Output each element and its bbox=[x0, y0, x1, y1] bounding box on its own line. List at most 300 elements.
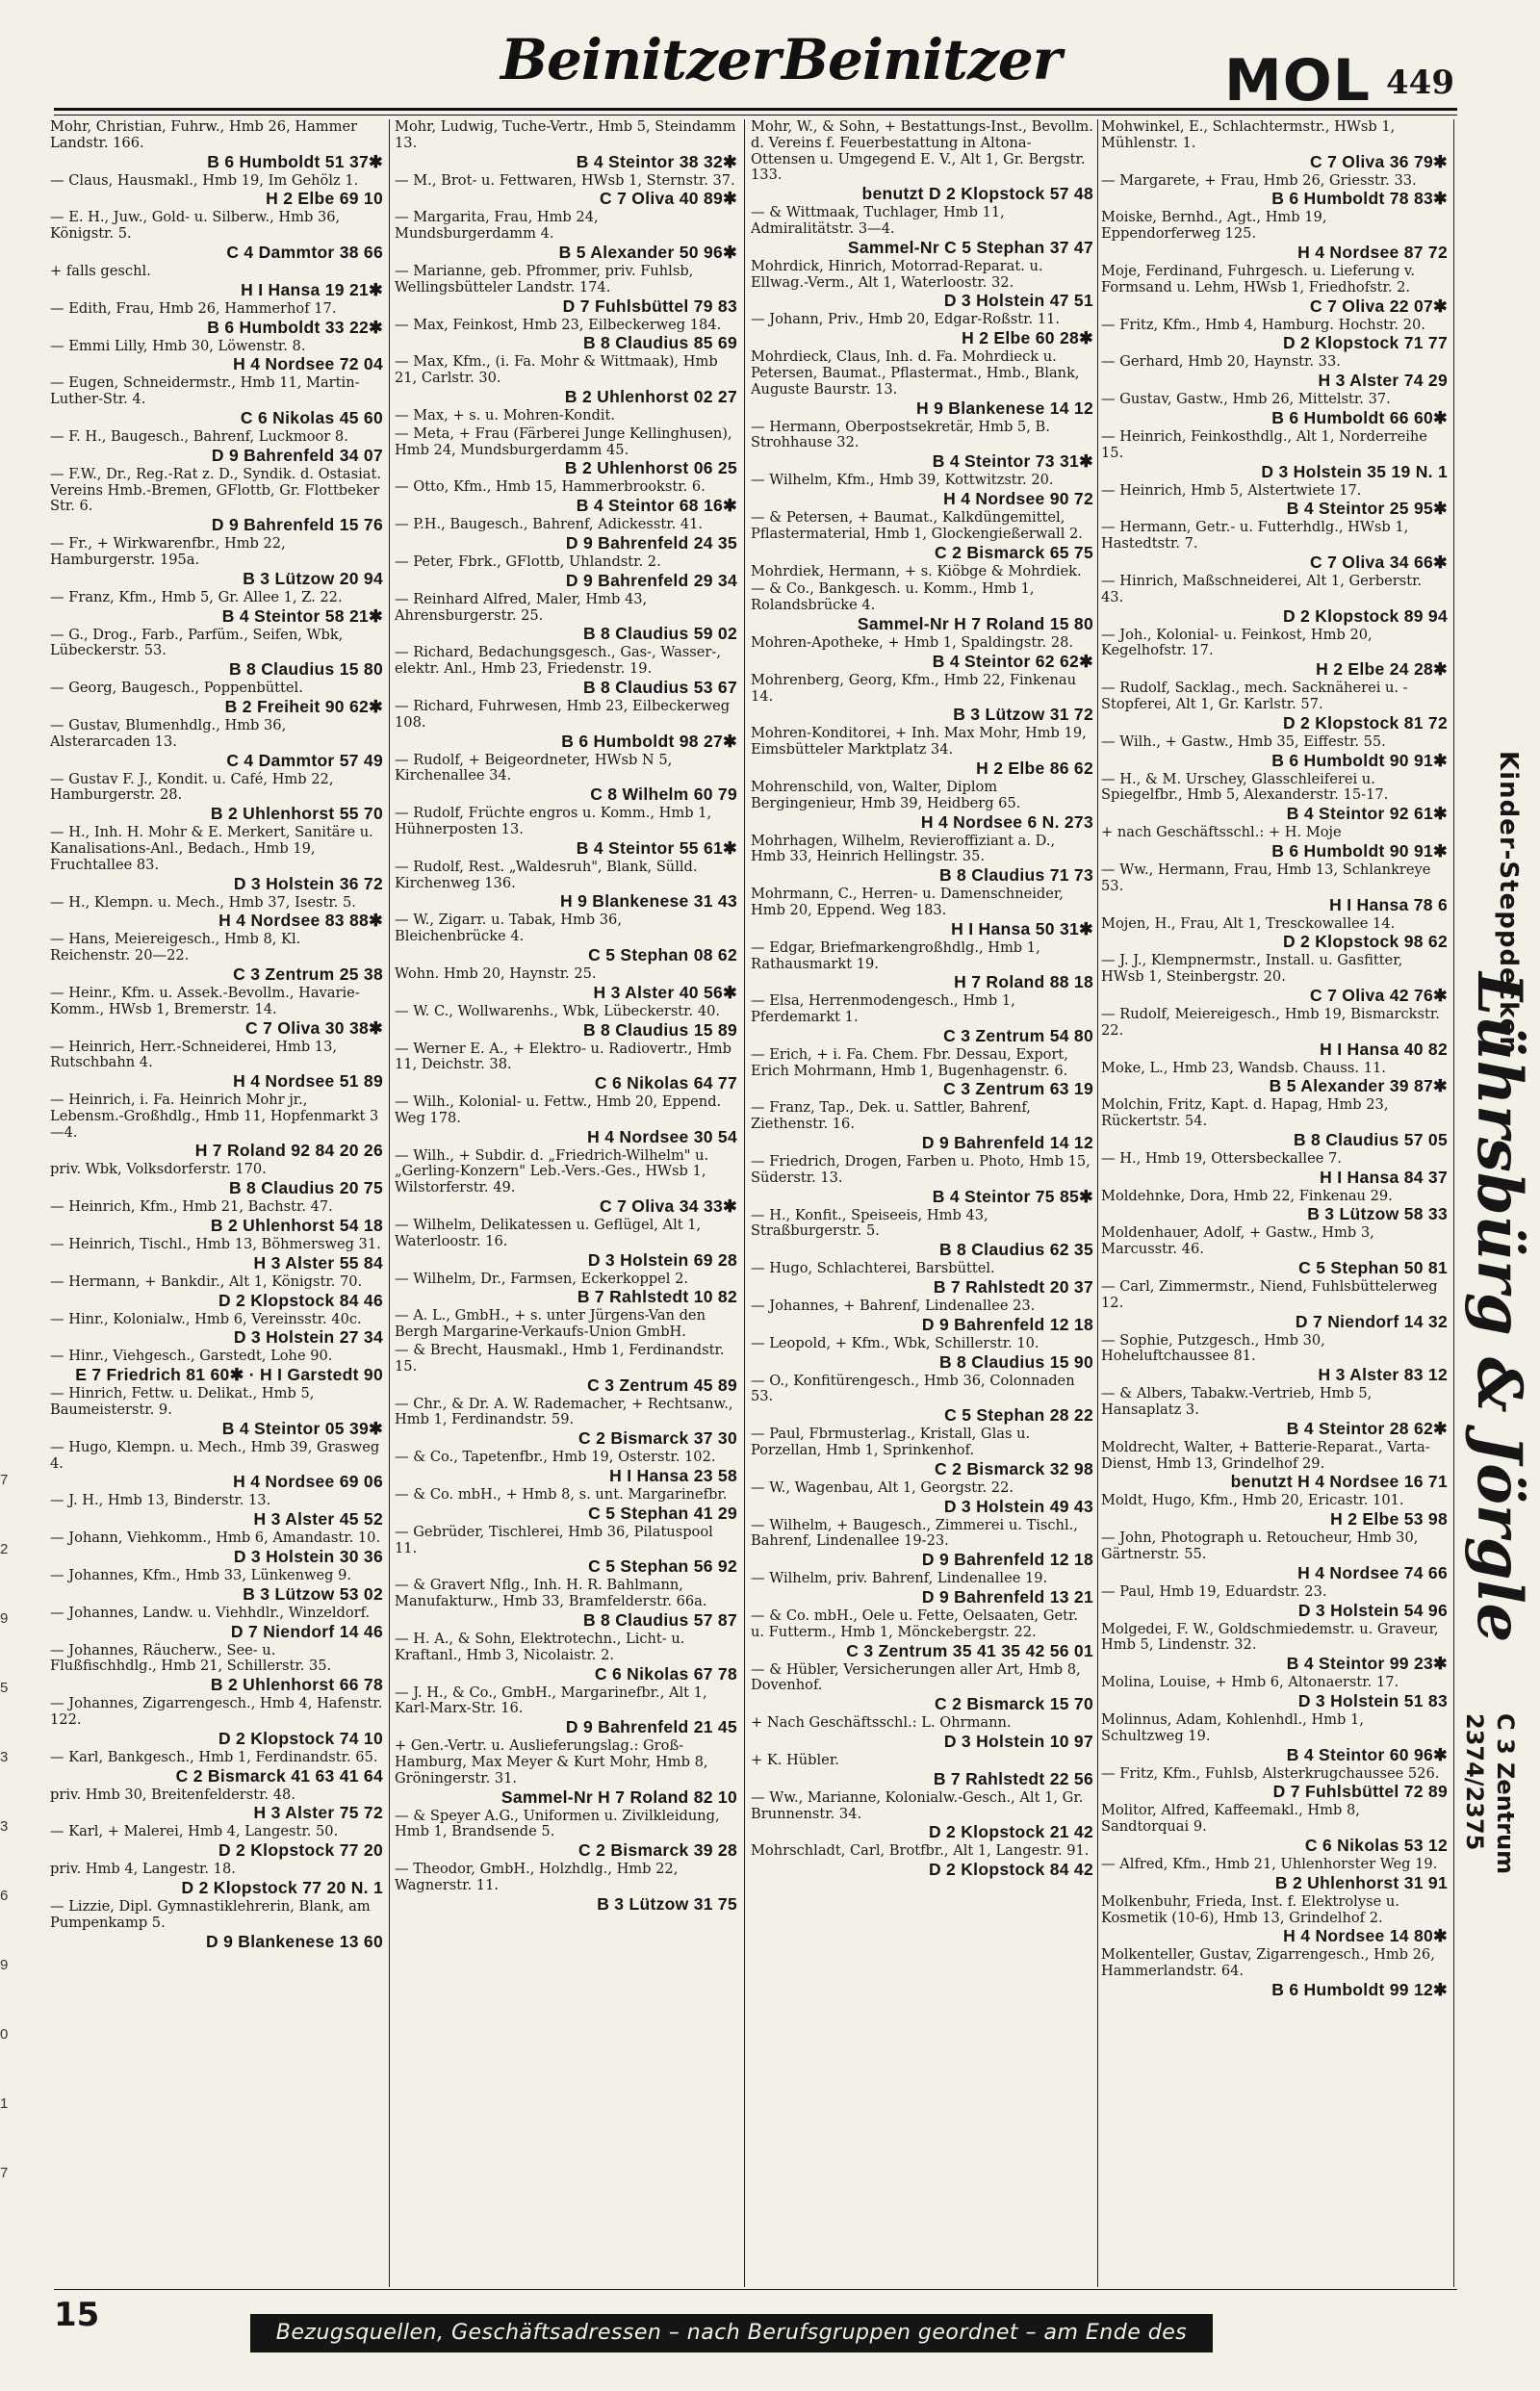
entry-phone: D 3 Holstein 47 51 bbox=[943, 291, 1093, 311]
directory-entry bbox=[395, 173, 737, 209]
column-1 bbox=[50, 119, 383, 2287]
entry-phone: D 9 Bahrenfeld 12 18 bbox=[921, 1550, 1093, 1570]
directory-entry bbox=[50, 1440, 383, 1492]
entry-phone: H 2 Elbe 53 98 bbox=[1330, 1509, 1448, 1530]
entry-text: priv. Hmb 4, Langestr. 18. bbox=[50, 1861, 236, 1878]
entry-text: — Johannes, Zigarrengesch., Hmb 4, Hafenstr. 122. bbox=[50, 1695, 383, 1729]
directory-entry bbox=[751, 205, 1093, 257]
directory-entry bbox=[1101, 1189, 1448, 1224]
entry-text: Mohr, Christian, Fuhrw., Hmb 26, Hammer Landstr. 166. bbox=[50, 119, 358, 151]
entry-phone: H 2 Elbe 24 28✱ bbox=[1316, 659, 1448, 680]
directory-entry bbox=[395, 1272, 737, 1307]
entry-text: Molchin, Fritz, Kapt. d. Hapag, Hmb 23, Rückertstr. 54. bbox=[1101, 1096, 1389, 1130]
directory-entry bbox=[1101, 862, 1448, 914]
entry-phone: B 6 Humboldt 66 60✱ bbox=[1271, 407, 1448, 427]
directory-entry bbox=[50, 536, 383, 588]
directory-entry bbox=[1101, 520, 1448, 572]
entry-text: — & Gravert Nflg., Inh. H. R. Bahlmann, Manufakturw., Hmb 33, Bramfelderstr. 66a. bbox=[395, 1577, 707, 1610]
entry-text: + falls geschl. bbox=[50, 262, 151, 279]
directory-entry bbox=[1101, 1007, 1448, 1059]
entry-phone: B 4 Steintor 05 39✱ bbox=[221, 1418, 383, 1438]
entry-text: — Edgar, Briefmarkengroßhdlg., Hmb 1, Rathausmarkt 19. bbox=[751, 938, 1040, 972]
directory-entry bbox=[751, 1480, 1093, 1516]
directory-entry bbox=[751, 119, 1093, 203]
directory-entry bbox=[751, 1154, 1093, 1206]
directory-entry bbox=[751, 887, 1093, 938]
entry-phone: C 2 Bismarck 37 30 bbox=[578, 1428, 737, 1449]
entry-text: Mohr, Ludwig, Tuche-Vertr., Hmb 5, Steindamm 13. bbox=[395, 119, 736, 151]
directory-entry bbox=[50, 1274, 383, 1310]
directory-entry bbox=[395, 1809, 737, 1861]
entry-text: Molitor, Alfred, Kaffeemakl., Hmb 8, Sandtorquai 9. bbox=[1101, 1802, 1360, 1836]
entry-phone: D 2 Klopstock 71 77 bbox=[1282, 333, 1448, 353]
entry-text: — Karl, + Malerei, Hmb 4, Langestr. 50. bbox=[50, 1823, 339, 1840]
entry-phone: D 2 Klopstock 21 42 bbox=[928, 1822, 1093, 1842]
entry-phone: H 4 Nordsee 83 88✱ bbox=[218, 911, 383, 931]
entry-phone: D 9 Bahrenfeld 15 76 bbox=[211, 515, 383, 535]
entry-text: Molkenbuhr, Frieda, Inst. f. Elektrolyse u. Kosmetik (10-6), Hmb 13, Grindelhof 2. bbox=[1101, 1892, 1399, 1926]
entry-phone: B 8 Claudius 15 89 bbox=[582, 1019, 737, 1040]
directory-entry bbox=[751, 1790, 1093, 1842]
column-divider bbox=[744, 119, 745, 2287]
entry-phone: D 2 Klopstock 84 42 bbox=[928, 1860, 1093, 1880]
entry-phone: B 5 Alexander 50 96✱ bbox=[558, 242, 737, 262]
column-3 bbox=[751, 119, 1093, 2287]
entry-text: — O., Konfitürengesch., Hmb 36, Colonnaden 53. bbox=[751, 1372, 1075, 1405]
directory-entry bbox=[395, 426, 737, 478]
directory-entry bbox=[50, 772, 383, 824]
directory-entry bbox=[395, 1308, 737, 1341]
entry-text: — A. L., GmbH., + s. unter Jürgens-Van den Bergh Margarine-Verkaufs-Union GmbH. bbox=[395, 1307, 706, 1341]
entry-phone: D 7 Niendorf 14 32 bbox=[1295, 1311, 1448, 1331]
entry-text: — Wilhelm, Dr., Farmsen, Eckerkoppel 2. bbox=[395, 1270, 689, 1287]
entry-text: — & Speyer A.G., Uniformen u. Zivilkleidung, Hmb 1, Brandsende 5. bbox=[395, 1807, 720, 1840]
entry-phone: D 7 Fuhlsbüttel 72 89 bbox=[1272, 1782, 1448, 1802]
directory-entry bbox=[50, 264, 383, 299]
entry-text: — Johann, Viehkomm., Hmb 6, Amandastr. 10. bbox=[50, 1530, 381, 1547]
entry-text: — Margarete, + Frau, Hmb 26, Griesstr. 33. bbox=[1101, 171, 1417, 189]
entry-text: — Johann, Priv., Hmb 20, Edgar-Roßstr. 11. bbox=[751, 311, 1061, 328]
margin-number: 7 bbox=[0, 2165, 9, 2181]
entry-phone: B 4 Steintor 73 31✱ bbox=[932, 451, 1093, 472]
entry-phone: B 4 Steintor 55 61✱ bbox=[576, 837, 737, 858]
entry-text: — J. J., Klempnermstr., Install. u. Gasfitter, HWsb 1, Steinbergstr. 20. bbox=[1101, 952, 1403, 986]
directory-entry bbox=[1101, 1584, 1448, 1620]
directory-entry bbox=[1101, 1225, 1448, 1277]
directory-entry bbox=[751, 581, 1093, 633]
entry-text: Moiske, Bernhd., Agt., Hmb 19, Eppendorferweg 125. bbox=[1101, 209, 1327, 243]
entry-text: — & Co. mbH., Oele u. Fette, Oelsaaten, Getr. u. Futterm., Hmb 1, Mönckebergstr. 22. bbox=[751, 1607, 1078, 1640]
directory-entry bbox=[1101, 916, 1448, 952]
directory-entry bbox=[751, 1715, 1093, 1751]
entry-phone: B 6 Humboldt 99 12✱ bbox=[1271, 1980, 1448, 1999]
header-page-number: 449 bbox=[1386, 64, 1454, 102]
footer-rule bbox=[54, 2289, 1457, 2290]
entry-phone: B 2 Uhlenhorst 06 25 bbox=[564, 458, 737, 478]
directory-entry bbox=[395, 1578, 737, 1630]
directory-entry bbox=[751, 1753, 1093, 1788]
header-script-left: Beinitzer bbox=[500, 27, 781, 92]
directory-entry bbox=[751, 1571, 1093, 1607]
directory-entry bbox=[50, 628, 383, 680]
entry-text: Mohrschladt, Carl, Brotfbr., Alt 1, Langestr. 91. bbox=[751, 1842, 1090, 1860]
directory-entry bbox=[1101, 1803, 1448, 1855]
directory-entry bbox=[50, 1899, 383, 1951]
entry-text: — Richard, Fuhrwesen, Hmb 23, Eilbeckerweg 108. bbox=[395, 697, 731, 731]
entry-phone: H 4 Nordsee 90 72 bbox=[943, 488, 1093, 508]
entry-text: — Meta, + Frau (Färberei Junge Kellinghusen), Hmb 24, Mundsburgerdamm 45. bbox=[395, 424, 732, 458]
entry-phone: C 5 Stephan 56 92 bbox=[588, 1556, 737, 1577]
entry-text: — Max, Feinkost, Hmb 23, Eilbeckerweg 184. bbox=[395, 316, 722, 333]
directory-entry bbox=[751, 780, 1093, 832]
entry-phone: B 5 Alexander 39 87✱ bbox=[1269, 1076, 1448, 1096]
directory-entry bbox=[1101, 119, 1448, 171]
entry-phone: benutzt H 4 Nordsee 16 71 bbox=[1230, 1472, 1448, 1492]
directory-entry bbox=[1101, 318, 1448, 353]
directory-entry bbox=[50, 210, 383, 262]
directory-entry bbox=[1101, 953, 1448, 1005]
entry-text: — Franz, Tap., Dek. u. Sattler, Bahrenf, Ziethenstr. 16. bbox=[751, 1099, 1031, 1133]
directory-entry bbox=[50, 1386, 383, 1438]
entry-text: + Nach Geschäftsschl.: L. Ohrmann. bbox=[751, 1714, 1012, 1732]
directory-entry bbox=[50, 895, 383, 931]
entry-phone: C 6 Nikolas 67 78 bbox=[594, 1663, 737, 1684]
entry-text: — Peter, Fbrk., GFlottb, Uhlandstr. 2. bbox=[395, 553, 661, 570]
entry-phone: H 4 Nordsee 14 80✱ bbox=[1283, 1926, 1448, 1946]
directory-entry bbox=[1101, 1530, 1448, 1582]
entry-phone: D 9 Bahrenfeld 21 45 bbox=[565, 1717, 737, 1737]
entry-phone: C 6 Nikolas 45 60 bbox=[240, 407, 383, 427]
entry-text: — Wilhelm, Delikatessen u. Geflügel, Alt 1, Waterloostr. 16. bbox=[395, 1217, 702, 1249]
entry-phone: H 4 Nordsee 72 04 bbox=[233, 354, 383, 374]
directory-entry bbox=[50, 1237, 383, 1273]
directory-entry bbox=[395, 592, 737, 644]
margin-number: 9 bbox=[0, 1957, 9, 1973]
entry-text: Mohrenberg, Georg, Kfm., Hmb 22, Finkenau 14. bbox=[751, 671, 1077, 705]
entry-phone: H 4 Nordsee 6 N. 273 bbox=[920, 811, 1093, 832]
entry-text: — John, Photograph u. Retoucheur, Hmb 30, Gärtnerstr. 55. bbox=[1101, 1530, 1419, 1563]
directory-entry bbox=[395, 1343, 737, 1395]
entry-text: — Heinrich, Herr.-Schneiderei, Hmb 13, Rutschbahn 4. bbox=[50, 1038, 338, 1071]
entry-phone: H 2 Elbe 69 10 bbox=[266, 189, 383, 209]
directory-entry bbox=[50, 1312, 383, 1348]
entry-phone: C 3 Zentrum 35 41 35 42 56 01 bbox=[846, 1640, 1093, 1660]
entry-text: — & Co. mbH., + Hmb 8, s. unt. Margarinefbr. bbox=[395, 1486, 728, 1504]
directory-entry bbox=[751, 1662, 1093, 1714]
entry-text: — H., & M. Urschey, Glasschleiferei u. Spiegelfbr., Hmb 5, Alexanderstr. 15-17. bbox=[1101, 770, 1389, 804]
entry-text: — Sophie, Putzgesch., Hmb 30, Hoheluftchaussee 81. bbox=[1101, 1331, 1325, 1365]
entry-phone: C 8 Wilhelm 60 79 bbox=[590, 784, 737, 805]
entry-text: Molgedei, F. W., Goldschmiedemstr. u. Graveur, Hmb 5, Lindenstr. 32. bbox=[1101, 1620, 1439, 1654]
entry-phone: B 6 Humboldt 51 37✱ bbox=[207, 151, 383, 171]
entry-text: — Hermann, Getr.- u. Futterhdlg., HWsb 1, Hastedtstr. 7. bbox=[1101, 519, 1409, 553]
directory-entry bbox=[50, 173, 383, 209]
entry-phone: D 3 Holstein 69 28 bbox=[587, 1249, 737, 1270]
directory-entry bbox=[395, 318, 737, 353]
entry-phone: H 4 Nordsee 30 54 bbox=[587, 1126, 737, 1146]
entry-text: — Wilh., + Gastw., Hmb 35, Eiffestr. 55. bbox=[1101, 733, 1386, 750]
directory-entry bbox=[751, 1208, 1093, 1260]
entry-phone: C 2 Bismarck 15 70 bbox=[935, 1694, 1093, 1714]
directory-entry bbox=[1101, 1151, 1448, 1187]
entry-phone: B 8 Claudius 20 75 bbox=[228, 1178, 383, 1198]
entry-phone: D 3 Holstein 54 96 bbox=[1297, 1600, 1448, 1620]
entry-text: — Reinhard Alfred, Maler, Hmb 43, Ahrensburgerstr. 25. bbox=[395, 590, 648, 624]
directory-entry bbox=[1101, 264, 1448, 316]
directory-entry bbox=[50, 1606, 383, 1641]
entry-phone: B 8 Claudius 57 87 bbox=[582, 1610, 737, 1631]
directory-entry bbox=[395, 1094, 737, 1146]
directory-entry bbox=[751, 564, 1093, 580]
column-divider bbox=[389, 119, 390, 2287]
entry-phone: H 4 Nordsee 69 06 bbox=[233, 1472, 383, 1492]
entry-text: — Ww., Marianne, Kolonialw.-Gesch., Alt 1, Gr. Brunnenstr. 34. bbox=[751, 1788, 1084, 1822]
entry-text: — Heinrich, Kfm., Hmb 21, Bachstr. 47. bbox=[50, 1198, 333, 1216]
directory-entry bbox=[395, 645, 737, 697]
entry-text: Mohrdiek, Hermann, + s. Kiöbge & Mohrdiek. bbox=[751, 562, 1082, 579]
entry-text: — & Hübler, Versicherungen aller Art, Hmb 8, Dovenhof. bbox=[751, 1660, 1081, 1694]
entry-phone: B 4 Steintor 60 96✱ bbox=[1286, 1744, 1448, 1764]
entry-phone: H 4 Nordsee 51 89 bbox=[233, 1071, 383, 1092]
entry-phone: C 7 Oliva 22 07✱ bbox=[1309, 296, 1448, 316]
entry-text: — Johannes, + Bahrenf, Lindenallee 23. bbox=[751, 1298, 1036, 1315]
entry-text: — Johannes, Räucherw., See- u. Flußfischhdlg., Hmb 21, Schillerstr. 35. bbox=[50, 1641, 332, 1675]
directory-entry bbox=[1101, 1493, 1448, 1529]
entry-text: — Wilhelm, priv. Bahrenf, Lindenallee 19. bbox=[751, 1570, 1048, 1587]
directory-entry bbox=[1101, 210, 1448, 262]
directory-entry bbox=[395, 699, 737, 751]
directory-entry bbox=[1101, 354, 1448, 390]
entry-phone: B 8 Claudius 53 67 bbox=[582, 677, 737, 697]
entry-phone: C 3 Zentrum 45 89 bbox=[587, 1375, 737, 1395]
directory-entry bbox=[751, 1843, 1093, 1879]
entry-text: — Heinrich, i. Fa. Heinrich Mohr jr., Lebensm.-Großhdlg., Hmb 11, Hopfenmarkt 3—4. bbox=[50, 1092, 379, 1141]
entry-text: + Gen.-Vertr. u. Auslieferungslag.: Groß-Hamburg, Max Meyer & Kurt Mohr, Hmb 8, Gröningerstr. 31. bbox=[395, 1737, 708, 1787]
directory-entry bbox=[751, 834, 1093, 886]
directory-entry bbox=[751, 1100, 1093, 1152]
directory-entry bbox=[1101, 681, 1448, 733]
directory-entry bbox=[395, 1685, 737, 1737]
entry-text: — Emmi Lilly, Hmb 30, Löwenstr. 8. bbox=[50, 337, 306, 354]
entry-phone: H I Hansa 40 82 bbox=[1320, 1039, 1448, 1059]
directory-entry bbox=[50, 1643, 383, 1695]
entry-phone: B 4 Steintor 68 16✱ bbox=[576, 496, 737, 516]
entry-text: — & Petersen, + Baumat., Kalkdüngemittel, Pflastermaterial, Hmb 1, Glockengießerwall 2. bbox=[751, 508, 1083, 542]
entry-phone: B 4 Steintor 25 95✱ bbox=[1286, 499, 1448, 519]
entry-text: — Fr., + Wirkwarenfbr., Hmb 22, Hamburgerstr. 195a. bbox=[50, 535, 286, 568]
entry-text: — Rudolf, + Beigeordneter, HWsb N 5, Kirchenallee 34. bbox=[395, 751, 673, 784]
entry-phone: B 8 Claudius 71 73 bbox=[938, 865, 1093, 886]
entry-phone: D 9 Bahrenfeld 29 34 bbox=[565, 570, 737, 590]
entry-text: — Chr., & Dr. A. W. Rademacher, + Rechtsanw., Hmb 1, Ferdinandstr. 59. bbox=[395, 1395, 733, 1428]
entry-phone: D 2 Klopstock 74 10 bbox=[218, 1728, 383, 1748]
entry-text: Molina, Louise, + Hmb 6, Altonaerstr. 17. bbox=[1101, 1674, 1399, 1691]
directory-entry bbox=[50, 1568, 383, 1604]
entry-text: — P.H., Baugesch., Bahrenf, Adickesstr. 41. bbox=[395, 516, 704, 533]
directory-entry bbox=[50, 1493, 383, 1529]
entry-text: — Heinr., Kfm. u. Assek.-Bevollm., Havarie-Komm., HWsb 1, Bremerstr. 14. bbox=[50, 984, 360, 1017]
entry-phone: D 2 Klopstock 84 46 bbox=[218, 1290, 383, 1310]
entry-text: — Heinrich, Feinkosthdlg., Alt 1, Norderreihe 15. bbox=[1101, 427, 1427, 461]
entry-phone: B 8 Claudius 62 35 bbox=[938, 1240, 1093, 1260]
entry-text: Mohren-Konditorei, + Inh. Max Mohr, Hmb 19, Eimsbütteler Marktplatz 34. bbox=[751, 725, 1087, 758]
entry-phone: B 8 Claudius 57 05 bbox=[1293, 1129, 1448, 1149]
entry-phone: D 9 Bahrenfeld 34 07 bbox=[211, 445, 383, 465]
entry-phone: B 3 Lützow 31 75 bbox=[597, 1893, 737, 1914]
directory-entry bbox=[1101, 1894, 1448, 1946]
directory-entry bbox=[395, 1041, 737, 1093]
entry-text: — Paul, Fbrmusterlag., Kristall, Glas u. Porzellan, Hmb 1, Sprinkenhof. bbox=[751, 1426, 1031, 1459]
entry-text: — Gustav, Gastw., Hmb 26, Mittelstr. 37. bbox=[1101, 391, 1391, 408]
entry-phone: D 3 Holstein 51 83 bbox=[1297, 1691, 1448, 1711]
directory-entry bbox=[50, 1530, 383, 1566]
entry-text: — Eugen, Schneidermstr., Hmb 11, Martin-Luther-Str. 4. bbox=[50, 374, 360, 408]
entry-phone: B 8 Claudius 85 69 bbox=[582, 333, 737, 353]
entry-phone: C 2 Bismarck 32 98 bbox=[935, 1458, 1093, 1478]
entry-phone: B 8 Claudius 15 80 bbox=[228, 659, 383, 680]
entry-text: — Erich, + i. Fa. Chem. Fbr. Dessau, Export, Erich Mohrmann, Hmb 1, Bugenhagenstr. 6. bbox=[751, 1045, 1068, 1079]
directory-entry bbox=[1101, 1675, 1448, 1710]
directory-entry bbox=[1101, 1622, 1448, 1674]
entry-text: — Rudolf, Früchte engros u. Komm., Hmb 1, Hühnerposten 13. bbox=[395, 805, 712, 837]
directory-entry bbox=[395, 753, 737, 805]
directory-entry bbox=[50, 1824, 383, 1860]
entry-phone: B 6 Humboldt 78 83✱ bbox=[1271, 189, 1448, 209]
ad-phone-number: 2374/2375 bbox=[1461, 1713, 1488, 1851]
entry-phone: D 3 Holstein 49 43 bbox=[943, 1496, 1093, 1516]
directory-entry bbox=[395, 1862, 737, 1914]
entry-phone: D 3 Holstein 36 72 bbox=[233, 873, 383, 893]
entry-text: — Gerhard, Hmb 20, Haynstr. 33. bbox=[1101, 353, 1341, 371]
directory-entry bbox=[395, 554, 737, 590]
entry-text: Mohr, W., & Sohn, + Bestattungs-Inst., Bevollm. d. Vereins f. Feuerbestattung in Altona-Ottensen u. Umgegend E. V., Alt 1, Gr. Bergstr. 133. bbox=[751, 119, 1093, 184]
directory-entry bbox=[50, 1696, 383, 1748]
entry-phone: H I Hansa 84 37 bbox=[1320, 1167, 1448, 1187]
entry-phone: B 4 Steintor 99 23✱ bbox=[1286, 1654, 1448, 1674]
entry-phone: H I Hansa 78 6 bbox=[1329, 894, 1448, 914]
entry-text: — W. C., Wollwarenhs., Wbk, Lübeckerstr. 40. bbox=[395, 1002, 721, 1019]
entry-phone: C 2 Bismarck 41 63 41 64 bbox=[175, 1765, 383, 1786]
entry-phone: D 2 Klopstock 81 72 bbox=[1282, 712, 1448, 733]
footer-banner: Bezugsquellen, Geschäftsadressen – nach Berufsgruppen geordnet – am Ende des Buches bbox=[250, 2314, 1213, 2352]
entry-text: — Karl, Bankgesch., Hmb 1, Ferdinandstr. 65. bbox=[50, 1748, 378, 1765]
entry-text: + nach Geschäftsschl.: + H. Moje bbox=[1101, 824, 1342, 841]
directory-entry bbox=[395, 354, 737, 406]
entry-text: Mohrenschild, von, Walter, Diplom Bergingenieur, Hmb 39, Heidberg 65. bbox=[751, 778, 1021, 811]
entry-phone: B 4 Steintor 92 61✱ bbox=[1286, 804, 1448, 824]
directory-entry bbox=[395, 517, 737, 553]
entry-phone: D 9 Bahrenfeld 12 18 bbox=[921, 1314, 1093, 1334]
entry-phone: H 7 Roland 88 18 bbox=[954, 972, 1093, 992]
entry-text: — Hugo, Schlachterei, Barsbüttel. bbox=[751, 1260, 995, 1277]
directory-entry bbox=[395, 1397, 737, 1449]
margin-number: 9 bbox=[0, 1610, 9, 1627]
entry-phone: H 2 Elbe 60 28✱ bbox=[962, 328, 1093, 348]
entry-text: — Leopold, + Kfm., Wbk, Schillerstr. 10. bbox=[751, 1334, 1040, 1351]
entry-phone: B 7 Rahlstedt 10 82 bbox=[577, 1287, 737, 1307]
directory-entry bbox=[395, 1004, 737, 1040]
entry-text: — Edith, Frau, Hmb 26, Hammerhof 17. bbox=[50, 299, 337, 317]
directory-entry bbox=[395, 1525, 737, 1577]
entry-phone: B 4 Steintor 38 32✱ bbox=[576, 151, 737, 171]
header-rule bbox=[54, 108, 1457, 111]
directory-entry bbox=[751, 1518, 1093, 1570]
directory-entry bbox=[751, 1261, 1093, 1297]
entry-text: — Fritz, Kfm., Hmb 4, Hamburg. Hochstr. 20. bbox=[1101, 316, 1425, 333]
entry-phone: D 3 Holstein 27 34 bbox=[233, 1327, 383, 1348]
entry-phone: B 2 Uhlenhorst 55 70 bbox=[210, 804, 383, 824]
directory-entry bbox=[50, 1199, 383, 1235]
entry-phone: benutzt D 2 Klopstock 57 48 bbox=[861, 184, 1093, 204]
entry-phone: D 3 Holstein 35 19 N. 1 bbox=[1261, 461, 1448, 481]
entry-phone: C 2 Bismarck 39 28 bbox=[578, 1840, 737, 1861]
directory-entry bbox=[751, 1374, 1093, 1426]
entry-text: — Hermann, + Bankdir., Alt 1, Königstr. 70. bbox=[50, 1273, 363, 1290]
directory-entry bbox=[50, 375, 383, 427]
directory-entry bbox=[395, 806, 737, 858]
entry-phone: B 6 Humboldt 98 27✱ bbox=[561, 731, 737, 751]
entry-text: — Werner E. A., + Elektro- u. Radiovertr., Hmb 11, Deichstr. 38. bbox=[395, 1040, 732, 1073]
directory-entry bbox=[395, 913, 737, 964]
entry-phone: B 2 Uhlenhorst 66 78 bbox=[210, 1675, 383, 1695]
entry-text: Mohrhagen, Wilhelm, Revieroffiziant a. D., Hmb 33, Heinrich Hellingstr. 35. bbox=[751, 832, 1056, 865]
directory-entry bbox=[751, 993, 1093, 1045]
entry-text: — Rudolf, Sacklag., mech. Sacknäherei u. -Stopferei, Alt 1, Gr. Karlstr. 57. bbox=[1101, 680, 1408, 712]
entry-text: Mohwinkel, E., Schlachtermstr., HWsb 1, Mühlenstr. 1. bbox=[1101, 119, 1396, 151]
entry-phone: C 3 Zentrum 54 80 bbox=[943, 1025, 1093, 1045]
directory-entry bbox=[395, 1218, 737, 1270]
entry-phone: D 9 Bahrenfeld 14 12 bbox=[921, 1133, 1093, 1153]
entry-phone: B 4 Steintor 62 62✱ bbox=[932, 651, 1093, 671]
entry-phone: D 9 Bahrenfeld 24 35 bbox=[565, 532, 737, 553]
directory-entry bbox=[1101, 1333, 1448, 1385]
entry-text: — E. H., Juw., Gold- u. Silberw., Hmb 36, Königstr. 5. bbox=[50, 209, 341, 243]
entry-phone: C 5 Stephan 50 81 bbox=[1298, 1258, 1448, 1278]
entry-text: — Hans, Meiereigesch., Hmb 8, Kl. Reichenstr. 20—22. bbox=[50, 931, 301, 964]
directory-entry bbox=[1101, 628, 1448, 680]
entry-phone: C 7 Oliva 34 33✱ bbox=[599, 1196, 737, 1217]
entry-text: — Elsa, Herrenmodengesch., Hmb 1, Pferdemarkt 1. bbox=[751, 992, 1015, 1026]
directory-entry bbox=[50, 1787, 383, 1823]
directory-entry bbox=[395, 119, 737, 171]
entry-phone: C 6 Nikolas 53 12 bbox=[1304, 1836, 1448, 1856]
entry-phone: Sammel-Nr C 5 Stephan 37 47 bbox=[847, 237, 1093, 257]
header-rule-thin bbox=[54, 115, 1457, 116]
entry-text: — Gustav F. J., Kondit. u. Café, Hmb 22, Hamburgerstr. 28. bbox=[50, 770, 334, 804]
entry-phone: C 3 Zentrum 25 38 bbox=[233, 964, 383, 984]
entry-text: — Franz, Kfm., Hmb 5, Gr. Allee 1, Z. 22. bbox=[50, 588, 343, 605]
entry-phone: D 2 Klopstock 89 94 bbox=[1282, 605, 1448, 626]
entry-text: — Wilhelm, Kfm., Hmb 39, Kottwitzstr. 20. bbox=[751, 472, 1054, 489]
directory-entry bbox=[395, 1487, 737, 1523]
directory-entry bbox=[50, 1750, 383, 1786]
entry-text: — Theodor, GmbH., Holzhdlg., Hmb 22, Wagnerstr. 11. bbox=[395, 1861, 679, 1893]
entry-phone: B 6 Humboldt 90 91✱ bbox=[1271, 840, 1448, 861]
entry-phone: B 3 Lützow 53 02 bbox=[243, 1583, 383, 1604]
directory-entry bbox=[50, 718, 383, 770]
margin-number: 2 bbox=[0, 1541, 9, 1557]
entry-text: — H. A., & Sohn, Elektrotechn., Licht- u. Kraftanl., Hmb 3, Nicolaistr. 2. bbox=[395, 1631, 685, 1663]
entry-phone: B 8 Claudius 59 02 bbox=[582, 624, 737, 644]
column-divider bbox=[1097, 119, 1098, 2287]
entry-phone: C 7 Oliva 36 79✱ bbox=[1309, 151, 1448, 171]
entry-phone: B 3 Lützow 31 72 bbox=[953, 705, 1093, 725]
entry-phone: D 2 Klopstock 77 20 bbox=[218, 1840, 383, 1861]
directory-entry bbox=[50, 681, 383, 716]
directory-entry bbox=[50, 825, 383, 892]
directory-entry bbox=[395, 408, 737, 424]
directory-entry bbox=[395, 264, 737, 316]
